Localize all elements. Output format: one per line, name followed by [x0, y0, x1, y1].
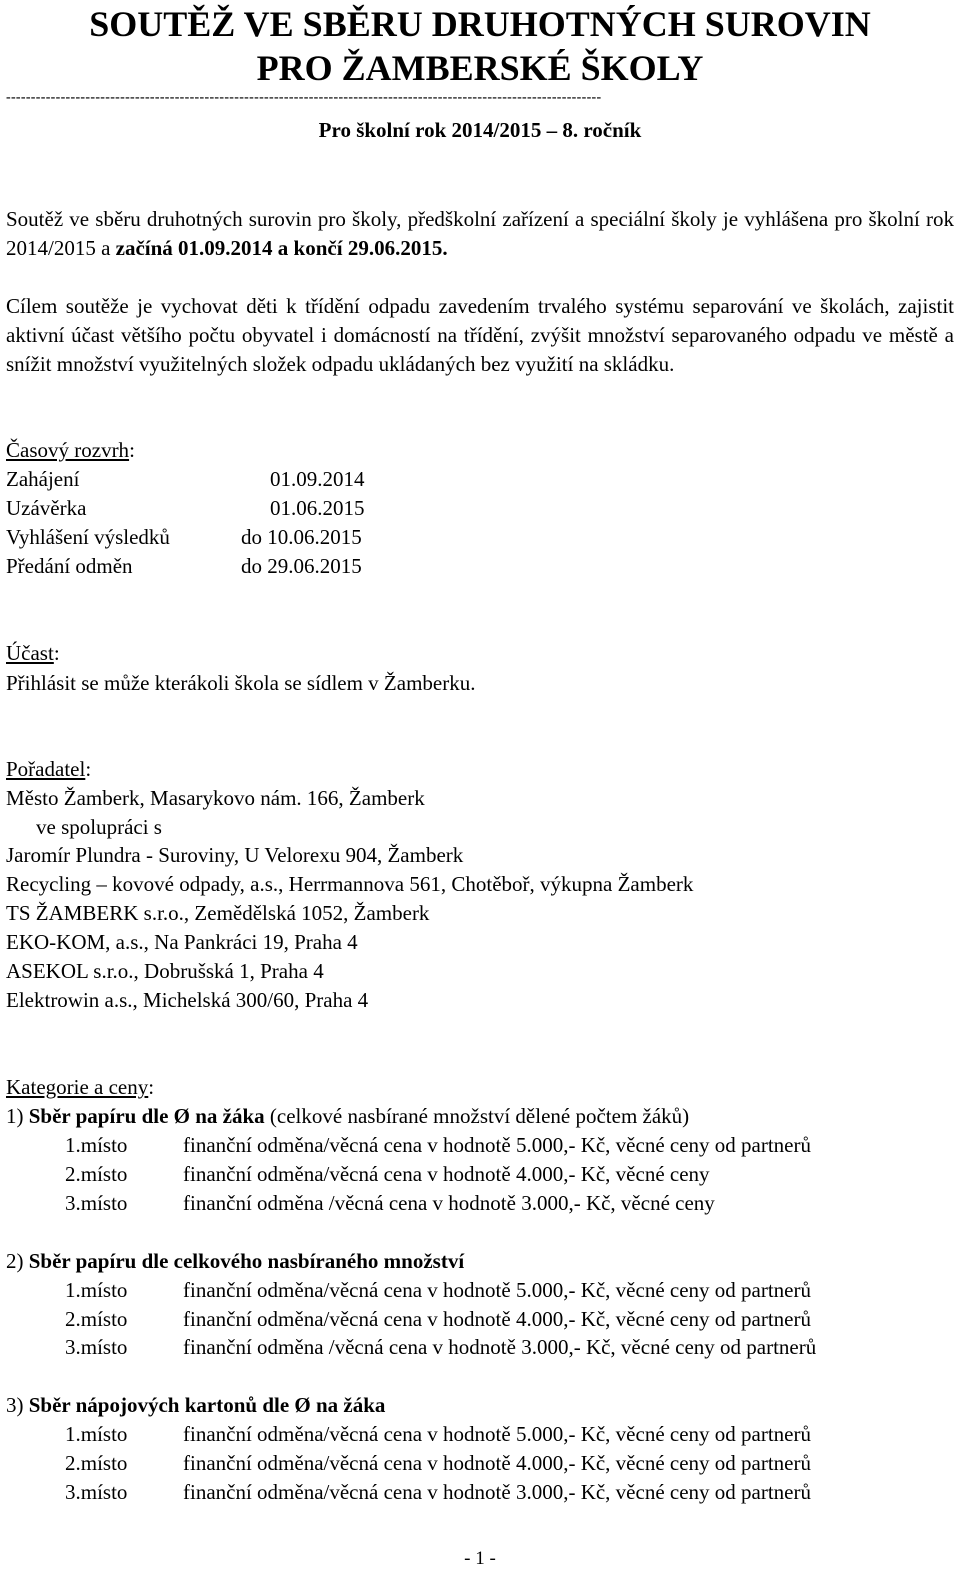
schedule-value: do 10.06.2015: [241, 525, 362, 549]
schedule-value: 01.09.2014: [270, 467, 365, 491]
place-label: 1.místo: [65, 1422, 128, 1446]
participation-heading: [6, 641, 60, 666]
organizer-line: Město Žamberk, Masarykovo nám. 166, Žamberk: [6, 786, 425, 810]
prize-text: finanční odměna/věcná cena v hodnotě 5.000,- Kč, věcné ceny od partnerů: [183, 1422, 811, 1446]
organizer-heading-colon: :: [85, 757, 92, 781]
place-label: 2.místo: [65, 1451, 128, 1475]
organizer-line: Recycling – kovové odpady, a.s., Herrmannova 561, Chotěboř, výkupna Žamberk: [6, 872, 694, 896]
subtitle: Pro školní rok 2014/2015 – 8. ročník: [318, 118, 642, 142]
categories-heading-colon: :: [148, 1075, 155, 1099]
category-heading: [6, 1393, 385, 1418]
prize-row: [0, 1451, 960, 1475]
schedule-label: Vyhlášení výsledků: [6, 525, 170, 549]
organizer-heading-text: Pořadatel: [6, 757, 86, 781]
category-title: Sběr papíru dle Ø na žáka: [28, 1104, 265, 1128]
place-label: 3.místo: [65, 1191, 128, 1215]
schedule-row: [0, 467, 960, 491]
category-title: Sběr nápojových kartonů dle Ø na žáka: [28, 1393, 386, 1417]
prize-row: [0, 1307, 960, 1331]
schedule-value: 01.06.2015: [270, 496, 365, 520]
prize-text: finanční odměna/věcná cena v hodnotě 4.000,- Kč, věcné ceny od partnerů: [183, 1307, 811, 1331]
place-label: 1.místo: [65, 1133, 128, 1157]
schedule-heading-text: Časový rozvrh: [6, 438, 130, 462]
schedule-label: Předání odměn: [6, 554, 133, 578]
prize-row: [0, 1422, 960, 1446]
category-number: 2): [6, 1249, 29, 1273]
prize-text: finanční odměna/věcná cena v hodnotě 3.000,- Kč, věcné ceny od partnerů: [183, 1480, 811, 1504]
prize-text: finanční odměna/věcná cena v hodnotě 5.000,- Kč, věcné ceny od partnerů: [183, 1278, 811, 1302]
place-label: 1.místo: [65, 1278, 128, 1302]
dash-separator: ------------------------------------------------------------------------------------------------------------------------: [6, 90, 602, 105]
prize-text: finanční odměna/věcná cena v hodnotě 4.000,- Kč, věcné ceny: [183, 1162, 710, 1186]
schedule-row: [0, 554, 960, 578]
schedule-value: do 29.06.2015: [241, 554, 362, 578]
schedule-heading-colon: :: [129, 438, 135, 462]
schedule-label: Uzávěrka: [6, 496, 87, 520]
category-heading: [6, 1104, 689, 1129]
title-line-2: PRO ŽAMBERSKÉ ŠKOLY: [256, 48, 704, 88]
organizer-line: Elektrowin a.s., Michelská 300/60, Praha 4: [6, 988, 369, 1012]
intro-paragraph: [6, 205, 954, 263]
category-heading: [6, 1249, 464, 1274]
prize-row: [0, 1335, 960, 1359]
category-title: Sběr papíru dle celkového nasbíraného množství: [28, 1249, 465, 1273]
organizer-line: ve spolupráci s: [36, 815, 162, 839]
organizer-line: Jaromír Plundra - Suroviny, U Velorexu 904, Žamberk: [6, 843, 464, 867]
categories-heading: [6, 1075, 154, 1100]
categories-heading-text: Kategorie a ceny: [6, 1075, 149, 1099]
prize-text: finanční odměna/věcná cena v hodnotě 5.000,- Kč, věcné ceny od partnerů: [183, 1133, 811, 1157]
intro-text: Soutěž ve sběru druhotných surovin pro školy, předškolní zařízení a speciální školy je vyhlášena pro školní rok 2014/2015 a: [6, 207, 954, 260]
prize-row: [0, 1191, 960, 1215]
organizer-line: ASEKOL s.r.o., Dobrušská 1, Praha 4: [6, 959, 324, 983]
category-note: (celkové nasbírané množství dělené počtem žáků): [264, 1104, 690, 1128]
organizer-line: TS ŽAMBERK s.r.o., Zemědělská 1052, Žamberk: [6, 901, 430, 925]
category-number: 1): [6, 1104, 29, 1128]
schedule-row: [0, 525, 960, 549]
participation-text: Přihlásit se může kterákoli škola se sídlem v Žamberku.: [6, 671, 476, 695]
schedule-row: [0, 496, 960, 520]
participation-heading-colon: :: [53, 641, 60, 665]
place-label: 2.místo: [65, 1307, 128, 1331]
prize-row: [0, 1278, 960, 1302]
place-label: 3.místo: [65, 1480, 128, 1504]
place-label: 3.místo: [65, 1335, 128, 1359]
schedule-label: Zahájení: [6, 467, 80, 491]
goal-paragraph: Cílem soutěže je vychovat děti k třídění odpadu zavedením trvalého systému separování ve školách, zajistit aktivní účast většího počtu obyvatel i domácností na třídění, zvýšit množství separovaného odpadu ve městě a snížit množství využitelných složek odpadu ukládaných bez využití na skládku.: [6, 294, 954, 376]
prize-text: finanční odměna/věcná cena v hodnotě 4.000,- Kč, věcné ceny od partnerů: [183, 1451, 811, 1475]
prize-row: [0, 1162, 960, 1186]
prize-text: finanční odměna /věcná cena v hodnotě 3.000,- Kč, věcné ceny: [183, 1191, 715, 1215]
prize-row: [0, 1480, 960, 1504]
prize-row: [0, 1133, 960, 1157]
participation-heading-text: Účast: [6, 641, 54, 665]
organizer-heading: [6, 757, 91, 782]
prize-text: finanční odměna /věcná cena v hodnotě 3.000,- Kč, věcné ceny od partnerů: [183, 1335, 817, 1359]
organizer-line: EKO-KOM, a.s., Na Pankráci 19, Praha 4: [6, 930, 358, 954]
place-label: 2.místo: [65, 1162, 128, 1186]
category-number: 3): [6, 1393, 29, 1417]
schedule-heading: [6, 438, 135, 463]
intro-bold-dates: začíná 01.09.2014 a končí 29.06.2015.: [115, 236, 448, 260]
title-line-1: SOUTĚŽ VE SBĚRU DRUHOTNÝCH SUROVIN: [89, 4, 871, 44]
page-number: - 1 -: [464, 1548, 496, 1569]
